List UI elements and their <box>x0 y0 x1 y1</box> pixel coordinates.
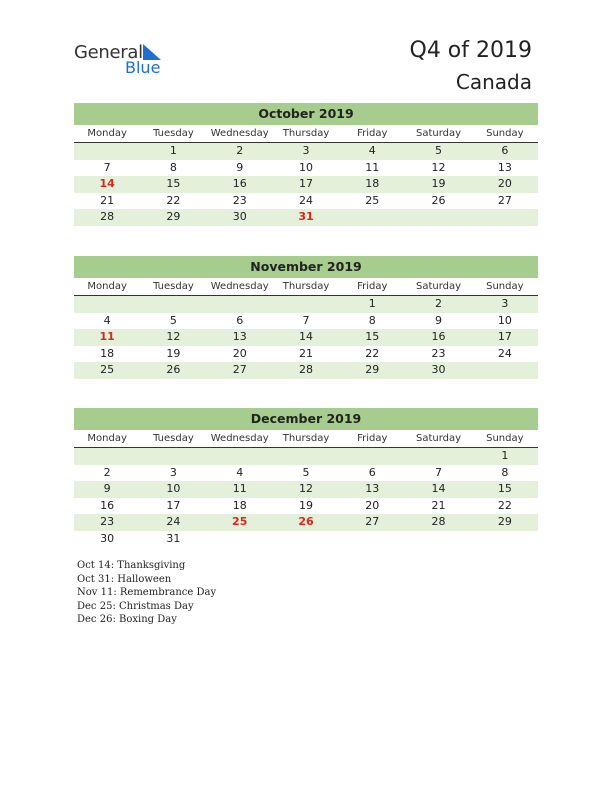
day-cell: 31 <box>298 210 314 223</box>
day-cell: 4 <box>368 144 376 157</box>
day-cell <box>74 143 140 160</box>
weekday-label: Tuesday <box>153 281 194 292</box>
week-row <box>74 193 538 210</box>
holiday-note: Oct 14: Thanksgiving <box>77 560 186 571</box>
week-row <box>74 346 538 363</box>
day-cell: 11 <box>232 482 247 495</box>
day-cell: 9 <box>435 313 443 327</box>
day-cell <box>140 448 206 465</box>
brand-logo <box>74 40 174 80</box>
week-row <box>74 313 538 330</box>
day-cell: 4 <box>103 313 111 327</box>
day-cell: 30 <box>232 210 247 223</box>
week-row <box>74 531 538 548</box>
day-cell <box>339 448 405 465</box>
page-title: Q4 of 2019 <box>409 38 532 63</box>
day-cell: 5 <box>302 465 310 479</box>
day-cell: 17 <box>298 177 313 190</box>
weekday-label: Sunday <box>486 281 524 292</box>
holiday-note: Nov 11: Remembrance Day <box>77 587 217 599</box>
day-cell: 27 <box>232 363 247 376</box>
day-cell: 19 <box>298 498 313 512</box>
week-row <box>74 481 538 498</box>
day-cell: 6 <box>501 144 509 157</box>
day-cell: 28 <box>431 515 446 528</box>
weekday-label: Saturday <box>416 281 462 292</box>
day-cell: 24 <box>166 515 181 528</box>
day-cell: 22 <box>166 193 181 207</box>
weekday-label: Wednesday <box>210 281 269 292</box>
day-cell: 26 <box>298 515 314 528</box>
day-cell: 31 <box>166 531 181 545</box>
weekday-label: Saturday <box>416 128 462 139</box>
holiday-note: Dec 25: Christmas Day <box>77 600 194 612</box>
week-row <box>74 498 538 515</box>
day-cell <box>339 531 405 548</box>
day-cell: 15 <box>497 482 512 495</box>
brand-blue: Blue <box>125 58 161 77</box>
brand-general: General <box>74 42 143 63</box>
day-cell: 29 <box>166 210 181 223</box>
day-cell: 7 <box>435 465 443 479</box>
day-cell: 25 <box>100 363 115 376</box>
day-cell: 16 <box>232 177 247 190</box>
day-cell: 3 <box>501 297 509 310</box>
month-calendar <box>74 256 538 379</box>
day-cell: 29 <box>497 515 512 528</box>
day-cell: 17 <box>166 498 181 512</box>
day-cell: 21 <box>100 193 115 207</box>
month-title: October 2019 <box>74 103 538 125</box>
day-cell: 12 <box>166 330 181 343</box>
day-cell: 27 <box>497 193 512 207</box>
week-row <box>74 465 538 482</box>
day-cell: 24 <box>298 193 313 207</box>
day-cell: 2 <box>435 297 443 310</box>
day-cell: 8 <box>368 313 376 327</box>
weekday-label: Monday <box>87 128 127 139</box>
day-cell <box>405 209 471 226</box>
day-cell: 1 <box>169 144 177 157</box>
day-cell: 25 <box>232 515 248 528</box>
holiday-note: Oct 31: Halloween <box>77 573 172 585</box>
day-cell: 13 <box>232 330 247 343</box>
month-title: November 2019 <box>74 256 538 278</box>
day-cell <box>273 296 339 313</box>
day-cell: 28 <box>298 363 313 376</box>
day-cell <box>472 531 538 548</box>
day-cell: 7 <box>302 313 310 327</box>
day-cell: 22 <box>365 346 380 360</box>
day-cell: 2 <box>103 465 111 479</box>
weekday-label: Friday <box>357 433 388 444</box>
weekday-label: Friday <box>357 281 388 292</box>
day-cell: 16 <box>100 498 115 512</box>
day-cell: 18 <box>365 177 380 190</box>
week-row <box>74 160 538 177</box>
day-cell: 21 <box>431 498 446 512</box>
day-cell: 19 <box>431 177 446 190</box>
week-row <box>74 514 538 531</box>
day-cell: 17 <box>497 330 512 343</box>
day-cell <box>472 362 538 379</box>
day-cell: 14 <box>431 482 446 495</box>
day-cell <box>472 209 538 226</box>
day-cell: 5 <box>435 144 443 157</box>
day-cell: 5 <box>169 313 177 327</box>
day-cell: 3 <box>169 465 177 479</box>
day-cell: 20 <box>365 498 380 512</box>
day-cell: 27 <box>365 515 380 528</box>
day-cell: 9 <box>236 160 244 174</box>
day-cell: 23 <box>431 346 446 360</box>
weekday-header-row <box>74 125 538 143</box>
day-cell: 12 <box>298 482 313 495</box>
day-cell: 13 <box>365 482 380 495</box>
day-cell: 30 <box>100 531 115 545</box>
week-row <box>74 296 538 313</box>
weekday-label: Monday <box>87 433 127 444</box>
day-cell: 9 <box>103 482 111 495</box>
month-calendar <box>74 408 538 547</box>
day-cell: 29 <box>365 363 380 376</box>
week-row <box>74 143 538 160</box>
day-cell <box>74 448 140 465</box>
day-cell: 11 <box>365 160 380 174</box>
day-cell: 30 <box>431 363 446 376</box>
week-row <box>74 448 538 465</box>
day-cell <box>207 448 273 465</box>
weekday-label: Thursday <box>282 128 330 139</box>
day-cell: 6 <box>236 313 244 327</box>
day-cell: 18 <box>100 346 115 360</box>
holiday-notes <box>77 559 216 627</box>
day-cell: 13 <box>497 160 512 174</box>
day-cell: 23 <box>100 515 115 528</box>
weekday-label: Thursday <box>282 281 330 292</box>
day-cell: 1 <box>368 297 376 310</box>
day-cell: 12 <box>431 160 446 174</box>
day-cell: 23 <box>232 193 247 207</box>
weekday-header-row <box>74 430 538 448</box>
day-cell: 16 <box>431 330 446 343</box>
day-cell: 28 <box>100 210 115 223</box>
day-cell <box>273 531 339 548</box>
weekday-label: Saturday <box>416 433 462 444</box>
day-cell: 21 <box>298 346 313 360</box>
day-cell: 8 <box>501 465 509 479</box>
day-cell <box>339 209 405 226</box>
day-cell: 14 <box>99 177 115 190</box>
day-cell <box>207 531 273 548</box>
day-cell <box>74 296 140 313</box>
weekday-label: Friday <box>357 128 388 139</box>
day-cell: 1 <box>501 449 509 462</box>
weekday-header-row <box>74 278 538 296</box>
day-cell <box>140 296 206 313</box>
weekday-label: Wednesday <box>210 128 269 139</box>
day-cell: 20 <box>232 346 247 360</box>
day-cell: 19 <box>166 346 181 360</box>
weekday-label: Tuesday <box>153 128 194 139</box>
day-cell: 3 <box>302 144 310 157</box>
week-row <box>74 209 538 226</box>
day-cell <box>405 531 471 548</box>
weekday-label: Monday <box>87 281 127 292</box>
week-row <box>74 362 538 379</box>
day-cell: 7 <box>103 160 111 174</box>
day-cell: 10 <box>298 160 313 174</box>
month-title: December 2019 <box>74 408 538 430</box>
weekday-label: Thursday <box>282 433 330 444</box>
day-cell <box>273 448 339 465</box>
day-cell: 24 <box>497 346 512 360</box>
day-cell: 8 <box>169 160 177 174</box>
day-cell: 14 <box>298 330 313 343</box>
weekday-label: Tuesday <box>153 433 194 444</box>
day-cell: 26 <box>166 363 181 376</box>
month-calendar <box>74 103 538 226</box>
week-row <box>74 176 538 193</box>
day-cell: 15 <box>166 177 181 190</box>
day-cell: 25 <box>365 193 380 207</box>
day-cell: 4 <box>236 465 244 479</box>
day-cell: 15 <box>365 330 380 343</box>
day-cell: 20 <box>497 177 512 190</box>
day-cell <box>207 296 273 313</box>
day-cell: 10 <box>166 482 181 495</box>
country-name: Canada <box>455 70 532 94</box>
day-cell: 26 <box>431 193 446 207</box>
weekday-label: Sunday <box>486 433 524 444</box>
day-cell: 2 <box>236 144 244 157</box>
holiday-note: Dec 26: Boxing Day <box>77 614 177 626</box>
day-cell <box>405 448 471 465</box>
week-row <box>74 329 538 346</box>
weekday-label: Sunday <box>486 128 524 139</box>
day-cell: 11 <box>99 330 115 343</box>
day-cell: 22 <box>497 498 512 512</box>
weekday-label: Wednesday <box>210 433 269 444</box>
day-cell: 18 <box>232 498 247 512</box>
day-cell: 6 <box>368 465 376 479</box>
day-cell: 10 <box>497 313 512 327</box>
